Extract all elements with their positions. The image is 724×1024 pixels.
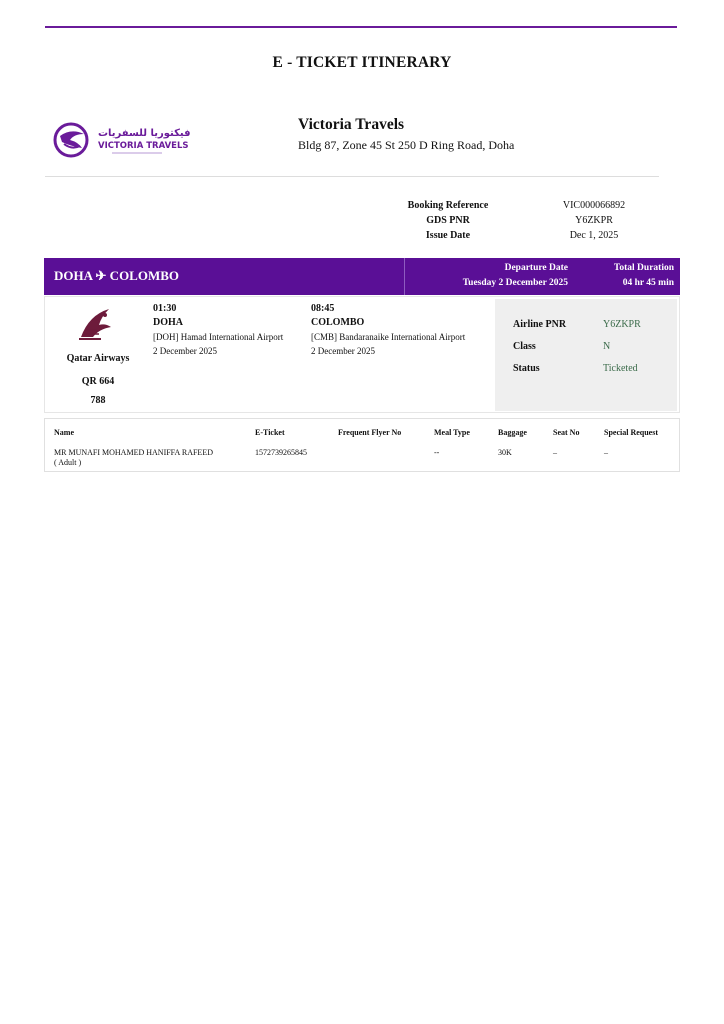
gds-pnr-label: GDS PNR [426, 215, 470, 226]
departure-airport: [DOH] Hamad International Airport [153, 332, 284, 342]
header-eticket: E-Ticket [255, 428, 285, 437]
passenger-table [44, 418, 680, 472]
passenger-eticket: 1572739265845 [255, 448, 307, 457]
total-duration-value: 04 hr 45 min [622, 278, 674, 288]
status-label: Status [513, 363, 540, 374]
agency-address: Bldg 87, Zone 45 St 250 D Ring Road, Doha [298, 138, 515, 152]
passenger-meal: -- [434, 448, 440, 457]
airline-pnr-label: Airline PNR [513, 319, 567, 330]
departure-date-value: Tuesday 2 December 2025 [462, 278, 568, 288]
passenger-seat: – [553, 448, 557, 457]
arrival-leg [311, 303, 465, 356]
flight-number: QR 664 [81, 376, 115, 387]
document-title: E - TICKET ITINERARY [272, 54, 452, 71]
class-label: Class [513, 341, 536, 352]
class-value: N [603, 341, 611, 352]
aircraft-type: 788 [90, 395, 106, 406]
agency-logo [52, 120, 192, 162]
bar-divider [404, 258, 405, 295]
divider [45, 176, 659, 177]
airline-pnr-value: Y6ZKPR [603, 319, 641, 330]
header-meal-type: Meal Type [434, 428, 470, 437]
passenger-name-value: MR MUNAFI MOHAMED HANIFFA RAFEED [54, 448, 213, 457]
passenger-special-request: – [604, 448, 608, 457]
segment-header-bar [44, 258, 680, 295]
issue-date-label: Issue Date [425, 230, 471, 241]
total-duration-label: Total Duration [613, 263, 674, 273]
header-special-request: Special Request [604, 428, 658, 437]
agency-name: Victoria Travels [298, 116, 405, 133]
passenger-name [54, 448, 213, 468]
booking-reference-label: Booking Reference [407, 200, 489, 211]
departure-time: 01:30 [153, 303, 177, 314]
departure-date-label: Departure Date [504, 263, 568, 273]
logo-arabic-text: فيكتوريا للسفريات [98, 128, 191, 139]
header-frequent-flyer: Frequent Flyer No [338, 428, 402, 437]
flight-details [44, 296, 680, 413]
logo-english-text: VICTORIA TRAVELS [98, 141, 189, 151]
booking-info-panel [495, 299, 677, 411]
header-baggage: Baggage [498, 428, 527, 437]
gds-pnr-value: Y6ZKPR [575, 215, 613, 226]
qatar-airways-logo-icon [75, 303, 117, 343]
route-title: DOHA ✈ COLOMBO [54, 268, 180, 283]
passenger-baggage: 30K [498, 448, 512, 457]
issue-date-value: Dec 1, 2025 [569, 230, 619, 241]
arrival-city: COLOMBO [311, 317, 365, 328]
passenger-type: ( Adult ) [54, 458, 82, 467]
header-rule [45, 26, 677, 28]
departure-leg [153, 303, 283, 356]
airline-name: Qatar Airways [66, 353, 130, 364]
arrival-date: 2 December 2025 [311, 346, 375, 356]
arrival-airport: [CMB] Bandaranaike International Airport [311, 332, 466, 342]
booking-reference-value: VIC000066892 [562, 200, 626, 211]
departure-city: DOHA [153, 317, 183, 328]
departure-date: 2 December 2025 [153, 346, 217, 356]
header-seat-no: Seat No [553, 428, 580, 437]
arrival-time: 08:45 [311, 303, 335, 314]
status-value: Ticketed [603, 363, 638, 374]
header-name: Name [54, 428, 74, 437]
